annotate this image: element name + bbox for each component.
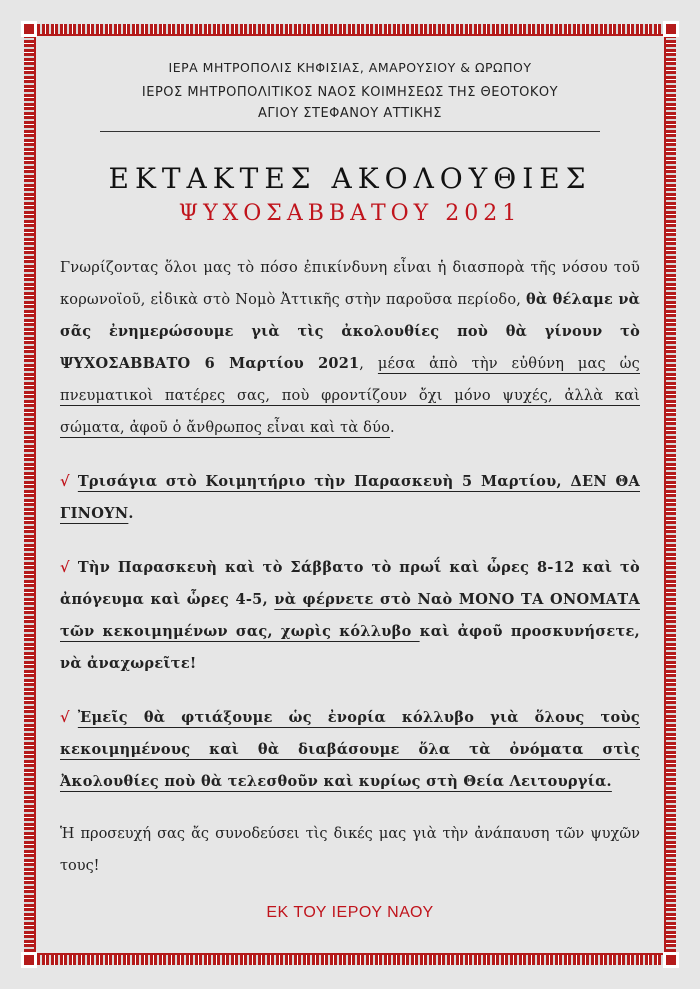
intro-end: . [390, 420, 395, 436]
border-left [24, 24, 34, 965]
notice-item-2-underlined: νὰ φέρνετε στὸ Ναὸ ΜΟΝΟ ΤΑ ΟΝΟΜΑΤΑ τῶν κεκοιμημένων σας, χωρὶς κόλλυβο [60, 591, 640, 640]
border-top [24, 24, 676, 34]
closing-paragraph: Ἡ προσευχή σας ἄς συνοδεύσει τὶς δικές μας γιὰ τὴν ἀνάπαυση τῶν ψυχῶν τους! [60, 826, 640, 874]
border-bottom [24, 955, 676, 965]
border-inner-top [34, 34, 666, 36]
checkmark-icon: √ [60, 559, 70, 576]
header-divider [100, 131, 600, 132]
document-title: ΕΚΤΑΚΤΕΣ ΑΚΟΛΟΥΘΙΕΣ [108, 162, 592, 195]
intro-text: Γνωρίζοντας ὅλοι μας τὸ πόσο ἐπικίνδυνη εἶναι ἡ διασπορὰ τῆς νόσου τοῦ κορωνοϊοῦ, εἰδικὰ στὸ Νομὸ Ἀττικῆς στὴν παροῦσα περίοδο, [60, 260, 640, 308]
border-right [666, 24, 676, 965]
notice-item-2 [60, 552, 640, 680]
document-subtitle: ΨΥΧΟΣΑΒΒΑΤΟΥ 2021 [178, 201, 522, 226]
intro-comma: , [359, 356, 378, 372]
notice-item-1 [60, 466, 640, 530]
corner-ornament-bottom-left [21, 952, 37, 968]
notice-item-1-rest: . [128, 505, 134, 522]
intro-bold-text: θὰ θέλαμε νὰ σᾶς ἐνημερώσουμε γιὰ τὶς ἀκολουθίες ποὺ θὰ γίνουν τὸ ΨΥΧΟΣΑΒΒΑΤΟ 6 Μαρτίου 2021 [60, 291, 640, 372]
corner-ornament-bottom-right [663, 952, 679, 968]
border-inner-right [664, 34, 666, 955]
signature: ΕΚ ΤΟΥ ΙΕΡΟΥ ΝΑΟΥ [266, 904, 434, 921]
checkmark-icon: √ [60, 709, 70, 726]
intro-underlined-text: μέσα ἀπὸ τὴν εὐθύνη μας ὡς πνευματικοὶ πατέρες σας, ποὺ φροντίζουν ὄχι μόνο ψυχές, ἀλλὰ καὶ σώματα, ἀφοῦ ὁ ἄνθρωπος εἶναι καὶ τὰ δύο [60, 356, 640, 436]
notice-item-3-underlined: Ἐμεῖς θὰ φτιάξουμε ὡς ἐνορία κόλλυβο γιὰ ὅλους τοὺς κεκοιμημένους καὶ θὰ διαβάσουμε ὅλα τὰ ὀνόματα στὶς Ἀκολουθίες ποὺ θὰ τελεσθοῦν καὶ κυρίως στὴ Θεία Λειτουργία. [60, 709, 640, 790]
header-location: ΑΓΙΟΥ ΣΤΕΦΑΝΟΥ ΑΤΤΙΚΗΣ [258, 106, 442, 121]
border-inner-bottom [34, 953, 666, 955]
corner-ornament-top-right [663, 21, 679, 37]
checkmark-icon: √ [60, 473, 70, 490]
notice-item-2-rest: καὶ ἀφοῦ προσκυνήσετε, νὰ ἀναχωρεῖτε! [60, 623, 640, 672]
header-metropolis: ΙΕΡΑ ΜΗΤΡΟΠΟΛΙΣ ΚΗΦΙΣΙΑΣ, ΑΜΑΡΟΥΣΙΟΥ & ΩΡΩΠΟΥ [168, 60, 532, 75]
header-church: ΙΕΡΟΣ ΜΗΤΡΟΠΟΛΙΤΙΚΟΣ ΝΑΟΣ ΚΟΙΜΗΣΕΩΣ ΤΗΣ ΘΕΟΤΟΚΟΥ [141, 85, 559, 100]
corner-ornament-top-left [21, 21, 37, 37]
document-body [60, 50, 640, 922]
notice-item-3 [60, 702, 640, 798]
notice-item-1-underlined: Τρισάγια στὸ Κοιμητήριο τὴν Παρασκευὴ 5 Μαρτίου, ΔΕΝ ΘΑ ΓΙΝΟΥΝ [60, 473, 640, 522]
border-inner-left [34, 34, 36, 955]
intro-paragraph [60, 252, 640, 444]
notice-item-2-text: Τὴν Παρασκευὴ καὶ τὸ Σάββατο τὸ πρωΐ καὶ ὧρες 8-12 καὶ τὸ ἀπόγευμα καὶ ὧρες 4-5, [60, 559, 640, 608]
